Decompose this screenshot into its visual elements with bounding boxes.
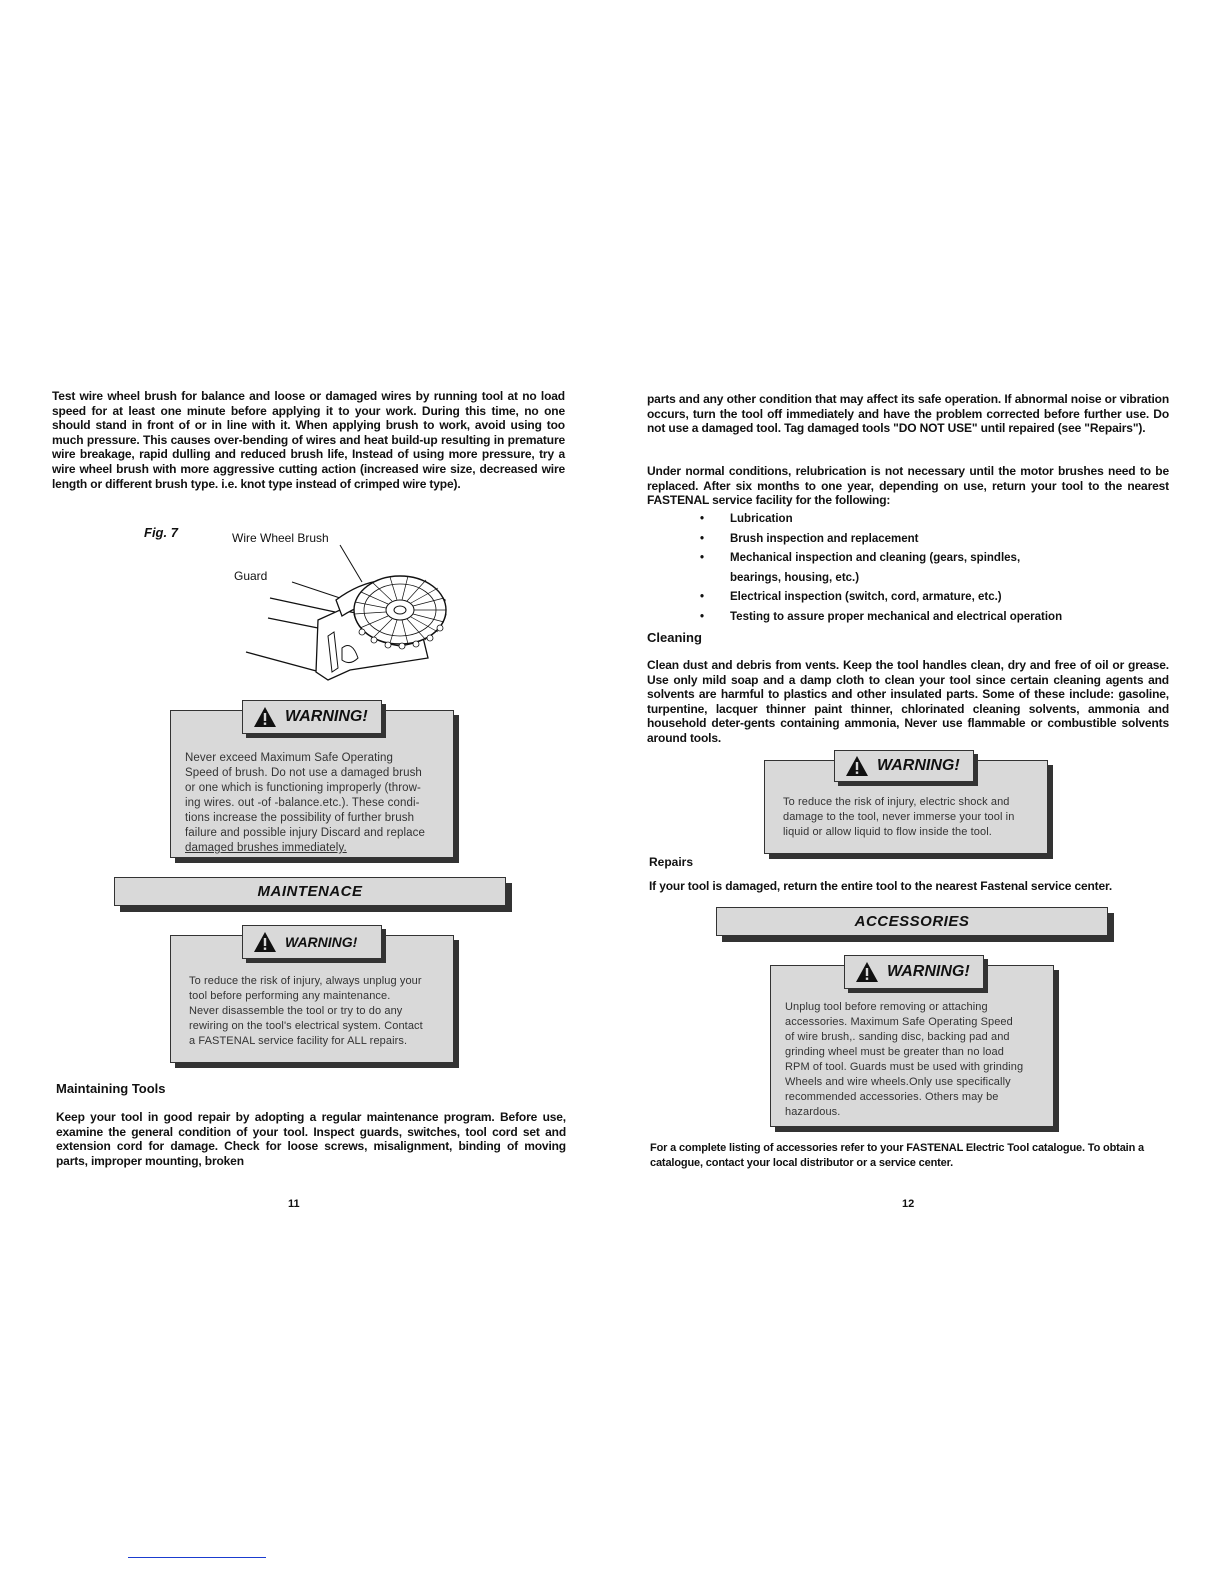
list-item-text: Brush inspection and replacement: [730, 532, 919, 545]
warning-line: a FASTENAL service facility for ALL repairs.: [189, 1035, 408, 1047]
list-item-text: Lubrication: [730, 513, 793, 525]
list-item: [700, 530, 1160, 550]
warning-triangle-icon: [253, 706, 277, 728]
blue-underline-mark: [128, 1557, 266, 1558]
bullet: •: [700, 532, 705, 545]
warning-triangle-icon: [253, 931, 277, 953]
service-list: [700, 510, 1160, 627]
warning-line: recommended accessories. Others may be: [785, 1091, 999, 1103]
wire-wheel-grinder-illustration: [240, 540, 460, 690]
warning-line: failure and possible injury Discard and replace: [185, 827, 425, 839]
fig-label: Fig. 7: [144, 525, 178, 540]
bullet: •: [700, 552, 705, 564]
warning-line: ing wires. out -of -balance.etc.). These condi-: [185, 797, 420, 809]
warning-line: damaged brushes immediately.: [185, 842, 347, 854]
list-item-text: Testing to assure proper mechanical and electrical operation: [730, 610, 1063, 623]
warning-line: Never exceed Maximum Safe Operating: [185, 752, 394, 764]
warning-line: tions increase the possibility of further brush: [185, 812, 415, 824]
guard-label: Guard: [234, 569, 268, 583]
list-item-text: Mechanical inspection and cleaning (gears, spindles,: [730, 552, 1021, 564]
warning-line: liquid or allow liquid to flow inside the tool.: [783, 826, 992, 838]
maintaining-tools-heading: Maintaining Tools: [56, 1081, 166, 1096]
warning-line: or one which is functioning improperly (throw-: [185, 782, 421, 794]
warning-title: WARNING!: [877, 757, 960, 774]
warning-text-unplug-maintenance: [189, 974, 449, 1049]
bullet: •: [700, 591, 705, 603]
repairs-heading: Repairs: [649, 855, 694, 869]
warning-tab-electric-shock: [834, 750, 974, 782]
warning-line: of wire brush,. sanding disc, backing pad and: [785, 1031, 1010, 1043]
warning-line: hazardous.: [785, 1106, 841, 1118]
warning-title: WARNING!: [285, 934, 358, 950]
warning-line: damage to the tool, never immerse your tool in: [783, 811, 1015, 823]
warning-line: accessories. Maximum Safe Operating Speed: [785, 1016, 1013, 1028]
warning-tab-brush-speed: [242, 700, 382, 734]
warning-box-accessories: [770, 965, 1054, 1127]
list-item-text: Electrical inspection (switch, cord, armature, etc.): [730, 591, 1002, 603]
warning-text-electric-shock: [783, 795, 1045, 840]
list-item: [700, 510, 1160, 530]
repairs-paragraph: If your tool is damaged, return the entire tool to the nearest Fastenal service center.: [649, 879, 1113, 893]
warning-line: tool before performing any maintenance.: [189, 990, 391, 1002]
continued-paragraph: parts and any other condition that may affect its safe operation. If abnormal noise or vibration occurs, turn the tool off immediately and have the problem corrected before further use. Do not use a damaged tool. Tag damaged tools "DO NOT USE" until repaired (see "Repairs").: [647, 392, 1169, 436]
warning-line: Wheels and wire wheels.Only use specifically: [785, 1076, 1011, 1088]
warning-text-accessories: [785, 1000, 1047, 1120]
warning-line: RPM of tool. Guards must be used with grinding: [785, 1061, 1024, 1073]
list-item: [700, 608, 1160, 628]
intro-paragraph: Test wire wheel brush for balance and loose or damaged wires by running tool at no load speed for at least one minute before applying it to your work. During this time, no one should stand in front of or in line with it. When applying brush to work, avoid using too much pressure. This causes over-bending of wires and heat build-up resulting in premature wire breakage, rapid dulling and reduced brush life, Instead of using more pressure, try a wire wheel brush with more aggressive cutting action (increased wire size, decreased wire length or different brush type. i.e. knot type instead of crimped wire type).: [52, 389, 565, 491]
wire-wheel-brush-label: Wire Wheel Brush: [232, 531, 329, 545]
warning-text-brush-speed: [185, 751, 447, 856]
warning-title: WARNING!: [285, 708, 368, 725]
warning-triangle-icon: [845, 755, 869, 777]
warning-line: To reduce the risk of injury, always unplug your: [189, 975, 422, 987]
bullet: •: [700, 610, 705, 623]
warning-line: grinding wheel must be greater than no load: [785, 1046, 1004, 1058]
list-item-text: bearings, housing, etc.): [730, 571, 860, 584]
list-item: [700, 549, 1160, 569]
warning-tab-accessories: [844, 955, 984, 989]
list-item: [700, 569, 1160, 589]
bullet: •: [700, 513, 705, 525]
warning-line: To reduce the risk of injury, electric shock and: [783, 796, 1010, 808]
maintenance-banner: MAINTENACE: [114, 877, 506, 906]
page-number: 11: [288, 1198, 300, 1210]
warning-triangle-icon: [855, 961, 879, 983]
maintaining-tools-paragraph: Keep your tool in good repair by adopting a regular maintenance program. Before use, examine the general condition of your tool. Inspect guards, switches, tool cord set and extension cord for damage. Check for loose screws, misalignment, binding of moving parts, improper mounting, broken: [56, 1110, 566, 1168]
catalogue-paragraph: For a complete listing of accessories refer to your FASTENAL Electric Tool catalogue. To obtain a catalogue, contact your local distributor or a service center.: [650, 1142, 1145, 1169]
warning-tab-unplug-maintenance: [242, 925, 382, 959]
warning-title: WARNING!: [887, 963, 970, 980]
warning-line: Never disassemble the tool or try to do any: [189, 1005, 403, 1017]
page-number: 12: [902, 1198, 915, 1210]
warning-line: rewiring on the tool's electrical system. Contact: [189, 1020, 423, 1032]
warning-line: Unplug tool before removing or attaching: [785, 1001, 988, 1013]
accessories-banner: ACCESSORIES: [716, 907, 1108, 936]
relubrication-paragraph: Under normal conditions, relubrication is not necessary until the motor brushes need to be replaced. After six months to one year, depending on use, return your tool to the nearest FASTENAL service facility for the following:: [647, 464, 1169, 508]
list-item: [700, 588, 1160, 608]
warning-line: Speed of brush. Do not use a damaged brush: [185, 767, 422, 779]
cleaning-heading: Cleaning: [647, 630, 702, 645]
cleaning-paragraph: Clean dust and debris from vents. Keep the tool handles clean, dry and free of oil or grease. Use only mild soap and a damp cloth to clean your tool since certain cleaning agents and solvents are harmful to plastics and other insulated parts. Some of these include: gasoline, turpentine, lacquer thinner paint thinner, chlorinated cleaning solvents, ammonia and household deter-gents containing ammonia, Never use flammable or combustible solvents around tools.: [647, 658, 1169, 745]
